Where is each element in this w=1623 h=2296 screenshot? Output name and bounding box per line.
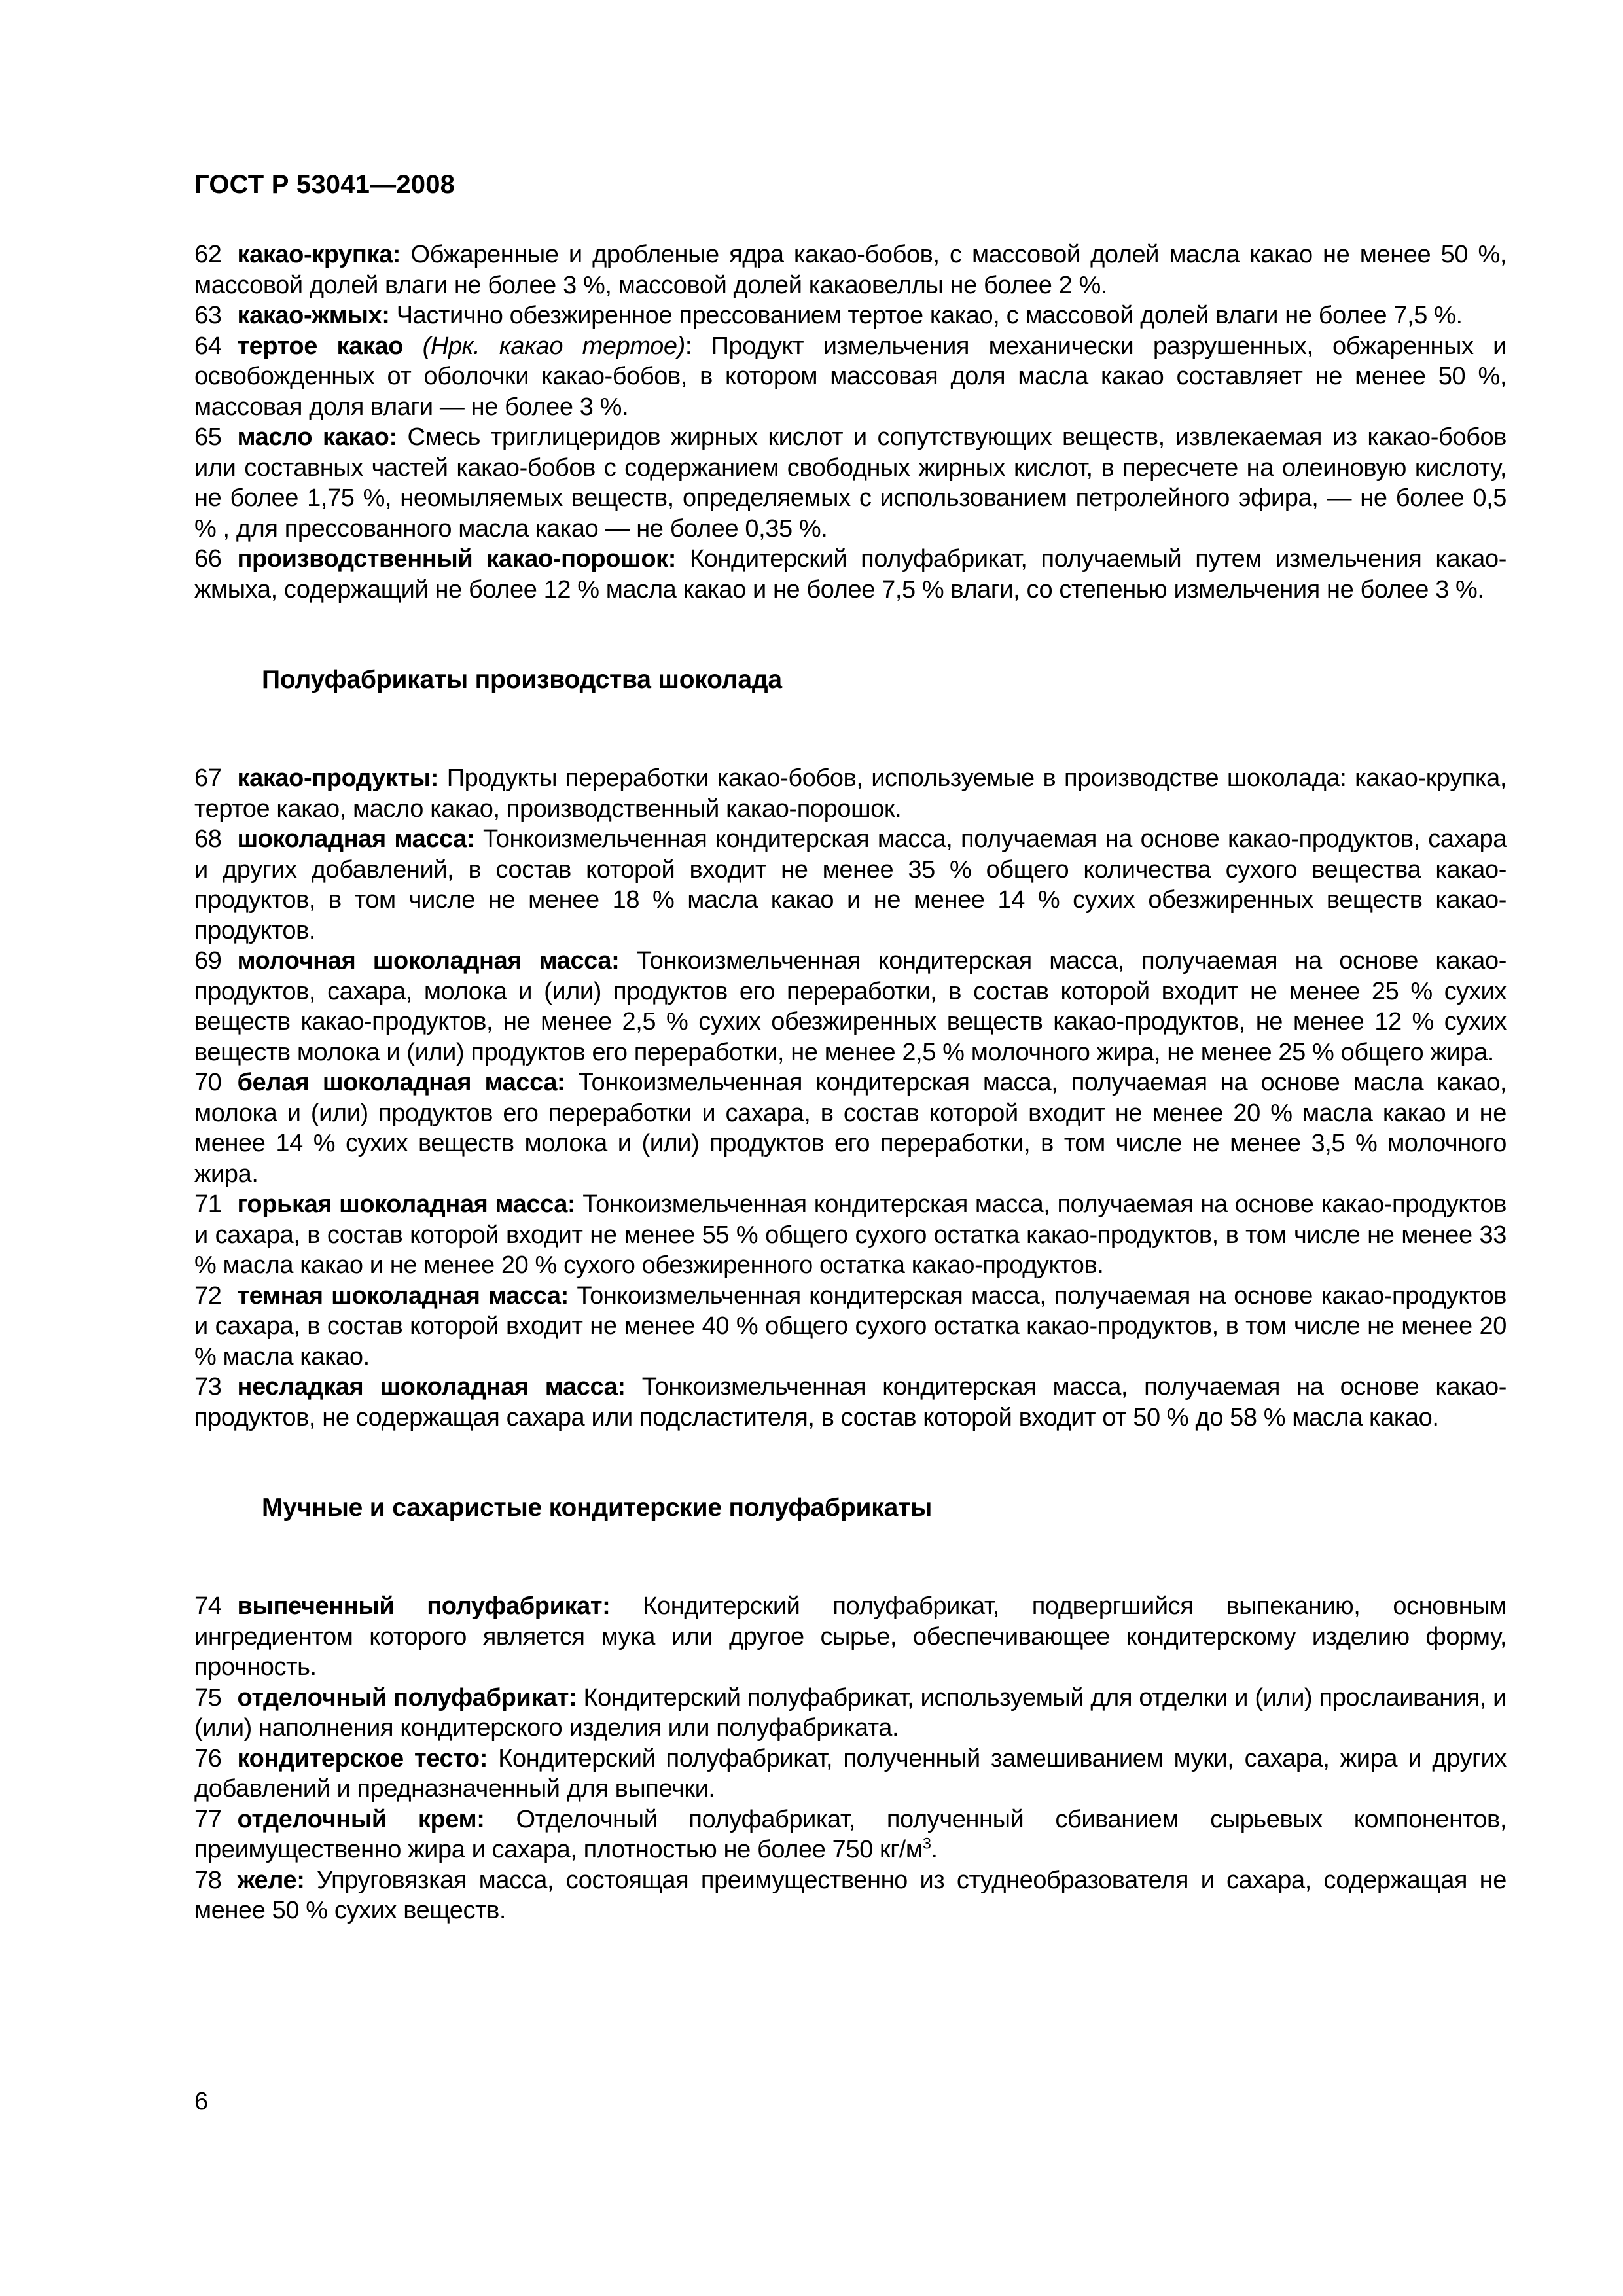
term-74	[194, 1591, 1507, 1683]
term-71	[194, 1189, 1507, 1281]
term-title: выпеченный полуфабрикат:	[237, 1592, 611, 1620]
term-78	[194, 1865, 1507, 1926]
term-69	[194, 946, 1507, 1067]
term-title: несладкая шоколадная масса:	[237, 1373, 626, 1401]
term-definition: Упруговязкая масса, состоящая преимущественно из студнеобразователя и сахара, содержащая не менее 50 % сухих веществ.	[194, 1866, 1507, 1924]
term-number: 76	[194, 1744, 222, 1772]
term-number: 62	[194, 241, 222, 268]
term-number: 75	[194, 1683, 222, 1712]
term-number: 66	[194, 545, 222, 573]
term-definition: Продукты переработки какао-бобов, используемые в производстве шоколада: какао-крупка, тертое какао, масло какао, производственный какао-порошок.	[194, 764, 1507, 823]
document-content	[194, 169, 1507, 1926]
term-title: производственный какао-порошок:	[237, 545, 677, 573]
term-63	[194, 300, 1507, 331]
term-number: 72	[194, 1282, 222, 1310]
section-heading: Полуфабрикаты производства шоколада	[262, 666, 782, 694]
term-number: 71	[194, 1191, 222, 1218]
term-deprecated-synonym: (Нрк. какао тертое)	[422, 332, 685, 360]
term-title: темная шоколадная масса:	[237, 1282, 569, 1310]
term-number: 69	[194, 947, 222, 975]
term-number: 63	[194, 302, 222, 329]
term-title: молочная шоколадная масса:	[237, 947, 620, 975]
term-73	[194, 1372, 1507, 1433]
term-number: 74	[194, 1592, 222, 1620]
term-title: масло какао:	[237, 423, 397, 451]
term-75	[194, 1683, 1507, 1744]
term-definition: Тонкоизмельченная кондитерская масса, получаемая на основе какао-продуктов и сахара, в состав которой входит не менее 55 % общего сухого остатка какао-продуктов, в том числе не менее 33 % масла какао и не менее 20 % сухого обезжиренного остатка какао-продуктов.	[194, 1191, 1507, 1279]
term-number: 67	[194, 764, 222, 792]
term-definition: Смесь триглицеридов жирных кислот и сопутствующих веществ, извлекаемая из какао-бобов или составных частей какао-бобов с содержанием свободных жирных кислот, в пересчете на олеиновую кислоту, не более 1,75 %, неомыляемых веществ, определяемых с использованием петролейного эфира, — не более 0,5 % , для прессованного масла какао — не более 0,35 %.	[194, 423, 1507, 543]
term-title: какао-крупка:	[237, 241, 401, 268]
term-title: шоколадная масса:	[237, 825, 475, 853]
term-title: желе:	[237, 1866, 305, 1894]
term-68	[194, 824, 1507, 946]
term-title: белая шоколадная масса:	[237, 1069, 565, 1096]
term-definition: Отделочный полуфабрикат, полученный сбиванием сырьевых компонентов, преимущественно жира и сахара, плотностью не более 750 кг/м	[194, 1805, 1507, 1863]
term-76	[194, 1744, 1507, 1804]
term-number: 70	[194, 1069, 222, 1096]
term-definition: Тонкоизмельченная кондитерская масса, получаемая на основе какао-продуктов, сахара, молока и (или) продуктов его переработки, в состав которой входит не менее 25 % сухих веществ какао-продуктов, не менее 2,5 % сухих обезжиренных веществ какао-продуктов, не менее 12 % сухих веществ молока и (или) продуктов его переработки, не менее 2,5 % молочного жира, не менее 25 % общего жира.	[194, 947, 1507, 1066]
term-definition: Тонкоизмельченная кондитерская масса, получаемая на основе какао-продуктов и сахара, в состав которой входит не менее 40 % общего сухого остатка какао-продуктов, в том числе не менее 20 % масла какао.	[194, 1282, 1507, 1371]
term-title: тертое какао	[237, 332, 404, 360]
term-number: 73	[194, 1373, 222, 1401]
document-code-header: ГОСТ Р 53041—2008	[194, 170, 455, 199]
terms-section	[194, 240, 1507, 1926]
term-number: 68	[194, 825, 222, 853]
term-number: 64	[194, 332, 222, 360]
term-number: 65	[194, 423, 222, 451]
section-heading: Мучные и сахаристые кондитерские полуфабрикаты	[262, 1494, 933, 1522]
term-definition: Тонкоизмельченная кондитерская масса, получаемая на основе какао-продуктов, сахара и других добавлений, в состав которой входит не менее 35 % общего количества сухого вещества какао-продуктов, в том числе не менее 18 % масла какао и не менее 14 % сухих обезжиренных веществ какао-продуктов.	[194, 825, 1507, 944]
term-70	[194, 1067, 1507, 1189]
term-64: 64 тертое какао (Нрк. какао тертое): Продукт измельчения механически разрушенных, обжаренных и освобожденных от оболочки какао-бобов, в котором массовая доля масла какао составляет не менее 50 %, массовая доля влаги — не более 3 %.	[194, 332, 1507, 421]
term-72	[194, 1281, 1507, 1372]
term-definition: Кондитерский полуфабрикат, получаемый путем измельчения какао-жмыха, содержащий не более 12 % масла какао и не более 7,5 % влаги, со степенью измельчения не более 3 %.	[194, 545, 1507, 603]
term-title: горькая шоколадная масса:	[237, 1191, 576, 1218]
term-66	[194, 544, 1507, 605]
superscript: 3	[922, 1835, 931, 1853]
term-definition: Тонкоизмельченная кондитерская масса, получаемая на основе какао-продуктов, не содержащая сахара или подсластителя, в состав которой входит от 50 % до 58 % масла какао.	[194, 1373, 1507, 1431]
term-62	[194, 240, 1507, 300]
term-title: отделочный полуфабрикат:	[237, 1683, 577, 1712]
term-title: какао-продукты:	[237, 764, 438, 792]
term-definition: Кондитерский полуфабрикат, подвергшийся выпеканию, основным ингредиентом которого является мука или другое сырье, обеспечивающее кондитерскому изделию форму, прочность.	[194, 1592, 1507, 1681]
term-number: 78	[194, 1866, 222, 1894]
term-definition: Обжаренные и дробленые ядра какао-бобов, с массовой долей масла какао не менее 50 %, массовой долей влаги не более 3 %, массовой долей какаовеллы не более 2 %.	[194, 241, 1507, 299]
term-77	[194, 1804, 1507, 1865]
term-title: отделочный крем:	[237, 1805, 485, 1833]
term-number: 77	[194, 1805, 222, 1833]
term-title: кондитерское тесто:	[237, 1744, 488, 1772]
term-65	[194, 422, 1507, 544]
term-definition: Кондитерский полуфабрикат, полученный замешиванием муки, сахара, жира и других добавлений и предназначенный для выпечки.	[194, 1744, 1507, 1803]
term-definition: Кондитерский полуфабрикат, используемый для отделки и (или) прослаивания, и (или) наполнения кондитерского изделия или полуфабриката.	[194, 1683, 1507, 1742]
term-definition: Частично обезжиренное прессованием тертое какао, с массовой долей влаги не более 7,5 %.	[396, 302, 1463, 329]
term-definition-tail: .	[931, 1836, 938, 1863]
term-definition: Тонкоизмельченная кондитерская масса, получаемая на основе масла какао, молока и (или) продуктов его переработки и сахара, в состав которой входит не менее 20 % масла какао и не менее 14 % сухих веществ молока и (или) продуктов его переработки, в том числе не менее 3,5 % молочного жира.	[194, 1069, 1507, 1188]
term-title: какао-жмых:	[237, 302, 390, 329]
page-number: 6	[194, 2088, 209, 2115]
term-definition: Продукт измельчения механически разрушенных, обжаренных и освобожденных от оболочки какао-бобов, в котором массовая доля масла какао составляет не менее 50 %, массовая доля влаги — не более 3 %.	[194, 332, 1507, 421]
term-67	[194, 763, 1507, 824]
